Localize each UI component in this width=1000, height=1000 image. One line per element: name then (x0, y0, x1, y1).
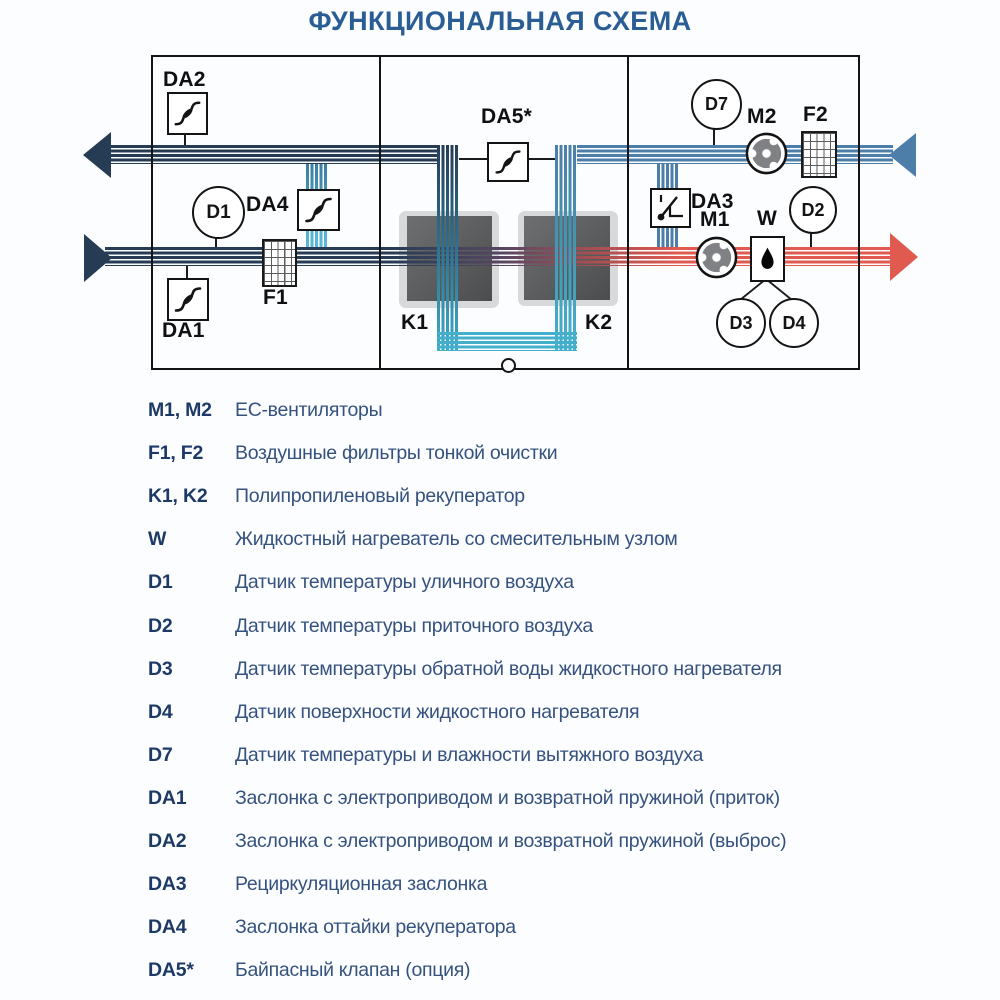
sensor-d4-label: D4 (782, 312, 806, 333)
m2-fan-icon (745, 132, 788, 175)
sensor-d1-label: D1 (206, 201, 231, 223)
w-label: W (757, 207, 778, 230)
legend-key: DA3 (148, 873, 187, 896)
legend-key: F1, F2 (148, 442, 204, 465)
legend-row (148, 734, 786, 777)
droplet-icon (754, 240, 781, 278)
legend-text: ЕС-вентиляторы (235, 399, 383, 422)
legend-text: Датчик поверхности жидкостного нагревателя (235, 700, 640, 723)
section-divider-right (627, 55, 629, 370)
k1-label: K1 (401, 311, 429, 334)
legend-row (148, 389, 786, 432)
da4-label: DA4 (246, 193, 289, 216)
da4-damper-icon (297, 189, 340, 231)
condensate-drain-mark (501, 358, 516, 373)
legend-text: Датчик температуры и влажности вытяжного воздуха (235, 743, 704, 766)
legend-row (148, 432, 786, 475)
schematic-diagram (0, 0, 1000, 382)
legend-key: D1 (148, 571, 173, 594)
k2-label: K2 (585, 311, 613, 334)
legend-key: D3 (148, 657, 173, 680)
legend-text: Рециркуляционная заслонка (235, 873, 488, 896)
legend-row (148, 820, 786, 863)
da1-damper-icon (167, 278, 209, 321)
sensor-d1 (192, 186, 245, 239)
sensor-d2-label: D2 (801, 199, 825, 220)
f1-label: F1 (263, 286, 288, 309)
legend-key: D4 (148, 700, 173, 723)
sensor-d4 (769, 298, 819, 348)
legend-row (148, 604, 786, 647)
legend-row (148, 561, 786, 604)
sensor-d7-label: D7 (704, 94, 728, 114)
da5-label: DA5* (481, 105, 532, 128)
component-legend (148, 389, 786, 992)
legend-key: DA2 (148, 829, 187, 852)
legend-text: Байпасный клапан (опция) (235, 959, 471, 982)
legend-key: D2 (148, 614, 173, 637)
page-title: ФУНКЦИОНАЛЬНАЯ СХЕМА (308, 6, 692, 36)
legend-text: Датчик температуры приточного воздуха (235, 614, 593, 637)
supply-out-arrow (890, 233, 918, 281)
extract-in-arrow (889, 133, 916, 177)
legend-key: D7 (148, 743, 173, 766)
da3-label: DA3 (691, 190, 734, 213)
legend-row (148, 777, 786, 820)
sensor-d2 (789, 186, 837, 234)
legend-row (148, 648, 786, 691)
sensor-d7 (691, 79, 742, 130)
m1-label: M1 (700, 208, 730, 231)
m1-fan-icon (695, 236, 738, 279)
legend-row (148, 863, 786, 906)
legend-key: DA1 (148, 786, 187, 809)
da3-recirculation-damper-icon (650, 188, 691, 228)
legend-key: M1, M2 (148, 399, 212, 422)
da5-bypass-valve-icon (487, 142, 529, 182)
legend-row (148, 949, 786, 992)
legend-row (148, 518, 786, 561)
m2-label: M2 (747, 105, 777, 128)
legend-key: DA4 (148, 916, 187, 939)
legend-text: Жидкостный нагреватель со смесительным узлом (235, 528, 678, 551)
f1-filter-icon (262, 239, 297, 287)
da2-label: DA2 (163, 68, 206, 91)
sensor-d3 (716, 298, 766, 348)
legend-key: W (148, 528, 167, 551)
w-water-heater-icon (750, 236, 785, 282)
da1-label: DA1 (162, 319, 205, 342)
legend-key: DA5* (148, 959, 194, 982)
legend-text: Датчик температуры уличного воздуха (235, 571, 574, 594)
legend-row (148, 691, 786, 734)
outdoor-intake-arrow (84, 234, 112, 282)
f2-filter-icon (801, 131, 837, 178)
legend-text: Полипропиленовый рекуператор (235, 485, 525, 508)
exhaust-out-arrow (83, 132, 111, 178)
da2-damper-icon (167, 92, 208, 135)
legend-text: Воздушные фильтры тонкой очистки (235, 442, 558, 465)
legend-text: Заслонка оттайки рекуператора (235, 916, 516, 939)
legend-text: Датчик температуры обратной воды жидкостного нагревателя (235, 657, 782, 680)
legend-key: K1, K2 (148, 485, 208, 508)
legend-text: Заслонка с электроприводом и возвратной пружиной (приток) (235, 786, 780, 809)
f2-label: F2 (803, 103, 828, 126)
legend-row (148, 906, 786, 949)
sensor-d3-label: D3 (729, 312, 753, 333)
legend-text: Заслонка с электроприводом и возвратной пружиной (выброс) (235, 829, 787, 852)
section-divider-left (379, 55, 381, 370)
legend-row (148, 475, 786, 518)
